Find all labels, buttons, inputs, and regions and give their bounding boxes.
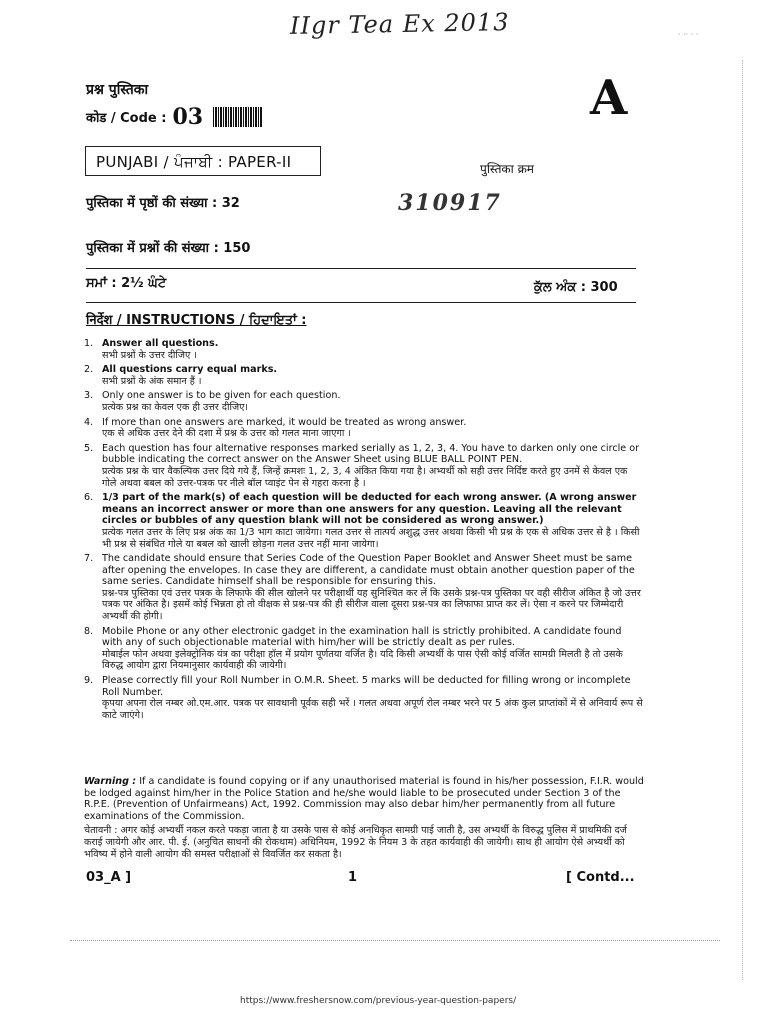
item-number: 2. (84, 364, 94, 376)
warning-text-hi: चेतावनी : अगर कोई अभ्यर्थी नकल करते पकड़ा जाता है या उसके पास से कोई अनधिकृत सामग्री पाई जाती है, उस अभ्यर्थी के विरुद्ध पुलिस में प्राथमिकी दर्ज कराई जायेगी और आर. पी. ई. (अनुचित साधनों की रोकथाम) अधिनियम, 1992 के नियम 3 के तहत कार्यवाही की जायेगी। साथ ही आयोग ऐसे अभ्यर्थी को भविष्य में होने वाली आयोग की समस्त परीक्षाओं से विवर्जित कर सकता है। (84, 825, 627, 860)
item-text-hi: सभी प्रश्नों के अंक समान हैं । (102, 375, 202, 387)
list-item (84, 364, 644, 387)
series-letter: A (590, 70, 628, 126)
list-item (84, 553, 644, 623)
item-text-hi: प्रश्न-पत्र पुस्तिका एवं उत्तर पत्रक के लिफाफे की सील खोलने पर परीक्षार्थी यह सुनिश्चित कर लें कि उसके प्रश्न-पत्र पुस्तिका पर वही सीरीज अंकित है जो उत्तर पत्रक पर अंकित है। इसमें कोई भिन्नता हो तो वीक्षक से प्रश्न-पत्र की ही सीरीज वाला दूसरा प्रश्न-पत्र का लिफाफा प्राप्त कर लें। ऐसा न करने पर जिम्मेदारी अभ्यर्थी की होगी। (102, 587, 641, 623)
list-item (84, 675, 644, 721)
divider (86, 268, 636, 269)
item-text-hi: प्रत्येक गलत उत्तर के लिए प्रश्न अंक का 1/3 भाग काटा जायेगा। गलत उत्तर से तात्पर्य अशुद्ध उत्तर अथवा किसी भी प्रश्न के एक से अधिक उत्तर से है । किसी भी प्रश्न से संबंधित गोले या बबल को खाली छोड़ना गलत उत्तर नहीं माना जायेगा। (102, 526, 640, 550)
footer-code: 03_A ] (86, 870, 132, 885)
item-number: 6. (84, 492, 94, 504)
divider (86, 302, 636, 303)
warning-block (84, 776, 644, 860)
item-text-en: If more than one answers are marked, it would be treated as wrong answer. (102, 416, 467, 428)
item-text-en: Each question has four alternative responses marked serially as 1, 2, 3, 4. You have to darken only one circle or bubble indicating the correct answer on the Answer Sheet using BLUE BALL POINT PEN. (102, 442, 640, 466)
list-item (84, 390, 644, 413)
instructions-heading (86, 310, 307, 328)
page-number: 1 (348, 870, 358, 885)
item-text-hi: मोबाईल फोन अथवा इलेक्ट्रोनिक यंत्र का परीक्षा हॉल में प्रयोग पूर्णतया वर्जित है। यदि किसी अभ्यर्थी के पास ऐसी कोई वर्जित सामग्री मिलती है तो उसके विरुद्ध आयोग द्वारा नियमानुसार कार्यवाही की जायेगी। (102, 648, 623, 672)
scan-artifact (70, 940, 720, 941)
warning-text-en: If a candidate is found copying or if any unauthorised material is found in his/her possession, F.I.R. would be lodged against him/her in the Police Station and he/she would liable to be prosecuted under Section 3 of the R.P.E. (Prevention of Unfairmeans) Act, 1992. Commission may also debar him/her permanently from all future examinations of the Commission. (84, 776, 644, 822)
continued-label: [ Contd... (566, 870, 635, 885)
pages-count: पुस्तिका में पृष्ठों की संख्या : 32 (86, 196, 240, 211)
serial-number: 310917 (398, 190, 502, 216)
item-text-hi: प्रत्येक प्रश्न के चार वैकल्पिक उत्तर दिये गये हैं, जिन्हें क्रमशः 1, 2, 3, 4 अंकित किया गया है। अभ्यर्थी को सही उत्तर निर्दिष्ट करते हुए उनमें से केवल एक गोले अथवा बबल को उत्तर-पत्रक पर नीले बॉल प्वाइंट पेन से गहरा करना है । (102, 465, 628, 489)
item-text-hi: प्रत्येक प्रश्न का केवल एक ही उत्तर दीजिए। (102, 401, 249, 413)
warning-label: Warning : (84, 776, 137, 787)
item-number: 3. (84, 390, 94, 402)
serial-label: पुस्तिका क्रम (480, 162, 534, 176)
item-text-en: Answer all questions. (102, 338, 219, 349)
item-number: 5. (84, 442, 94, 454)
list-item (84, 417, 644, 440)
item-number: 1. (84, 338, 94, 349)
item-text-en: The candidate should ensure that Series Code of the Question Paper Booklet and Answer Sheet must be same after opening the envelopes. In case they are different, a candidate must obtain another question paper of the same series. Candidate himself shall be responsible for ensuring this. (102, 553, 635, 588)
item-text-hi: सभी प्रश्नों के उत्तर दीजिए । (102, 349, 197, 361)
source-url: https://www.freshersnow.com/previous-year-question-papers/ (240, 996, 517, 1006)
subject-title: PUNJABI / ਪੰਜਾਬੀ : PAPER-II (85, 146, 321, 176)
item-text-en: Only one answer is to be given for each question. (102, 390, 341, 402)
code-value: 03 (172, 104, 204, 130)
item-number: 9. (84, 675, 94, 687)
code-label: कोड / Code : (86, 111, 167, 126)
list-item (84, 626, 644, 672)
code-line (86, 104, 263, 130)
list-item (84, 443, 644, 489)
item-text-hi: एक से अधिक उत्तर देने की दशा में प्रश्न के उत्तर को गलत माना जाएगा । (102, 428, 352, 440)
questions-count: पुस्तिका में प्रश्नों की संख्या : 150 (86, 241, 251, 256)
total-marks: ਕੁੱਲ ਅੰਕ : 300 (534, 280, 618, 295)
booklet-label: प्रश्न पुस्तिका (86, 82, 149, 98)
corner-mark: · ·· · · (678, 30, 699, 39)
barcode-icon (213, 107, 263, 127)
item-text-en: All questions carry equal marks. (102, 364, 278, 376)
item-number: 8. (84, 625, 94, 637)
item-text-en: Please correctly fill your Roll Number in O.M.R. Sheet. 5 marks will be deducted for filling wrong or incomplete Roll Number. (102, 675, 631, 698)
item-text-en: Mobile Phone or any other electronic gadget in the examination hall is strictly prohibited. A candidate found with any of such objectionable material with him/her will be strictly dealt as per rules. (102, 625, 622, 649)
handwritten-note: IIgr Tea Ex 2013 (289, 8, 510, 40)
scan-edge (742, 60, 744, 980)
time-allowed: ਸਮਾਂ : 2½ ਘੰਟੇ (86, 276, 167, 291)
list-item (84, 492, 644, 550)
item-text-hi: कृपया अपना रोल नम्बर ओ.एम.आर. पत्रक पर सावधानी पूर्वक सही भरें । गलत अथवा अपूर्ण रोल नम्बर भरने पर 5 अंक कुल प्राप्तांकों में से अनिवार्य रूप से काटे जाएंगे। (102, 698, 643, 721)
list-item (84, 338, 644, 361)
item-number: 4. (84, 416, 94, 428)
item-number: 7. (84, 553, 94, 565)
item-text-en: 1/3 part of the mark(s) of each question will be deducted for each wrong answer. (A wrong answer means an incorrect answer or more than one answers for any question. Leaving all the relevant circles or bubbles of any question blank will not be considered as wrong answer.) (102, 492, 637, 527)
instructions-list (84, 338, 644, 724)
instructions-heading-text: निर्देश / INSTRUCTIONS / ਹਿਦਾਇਤਾਂ : (86, 313, 307, 328)
